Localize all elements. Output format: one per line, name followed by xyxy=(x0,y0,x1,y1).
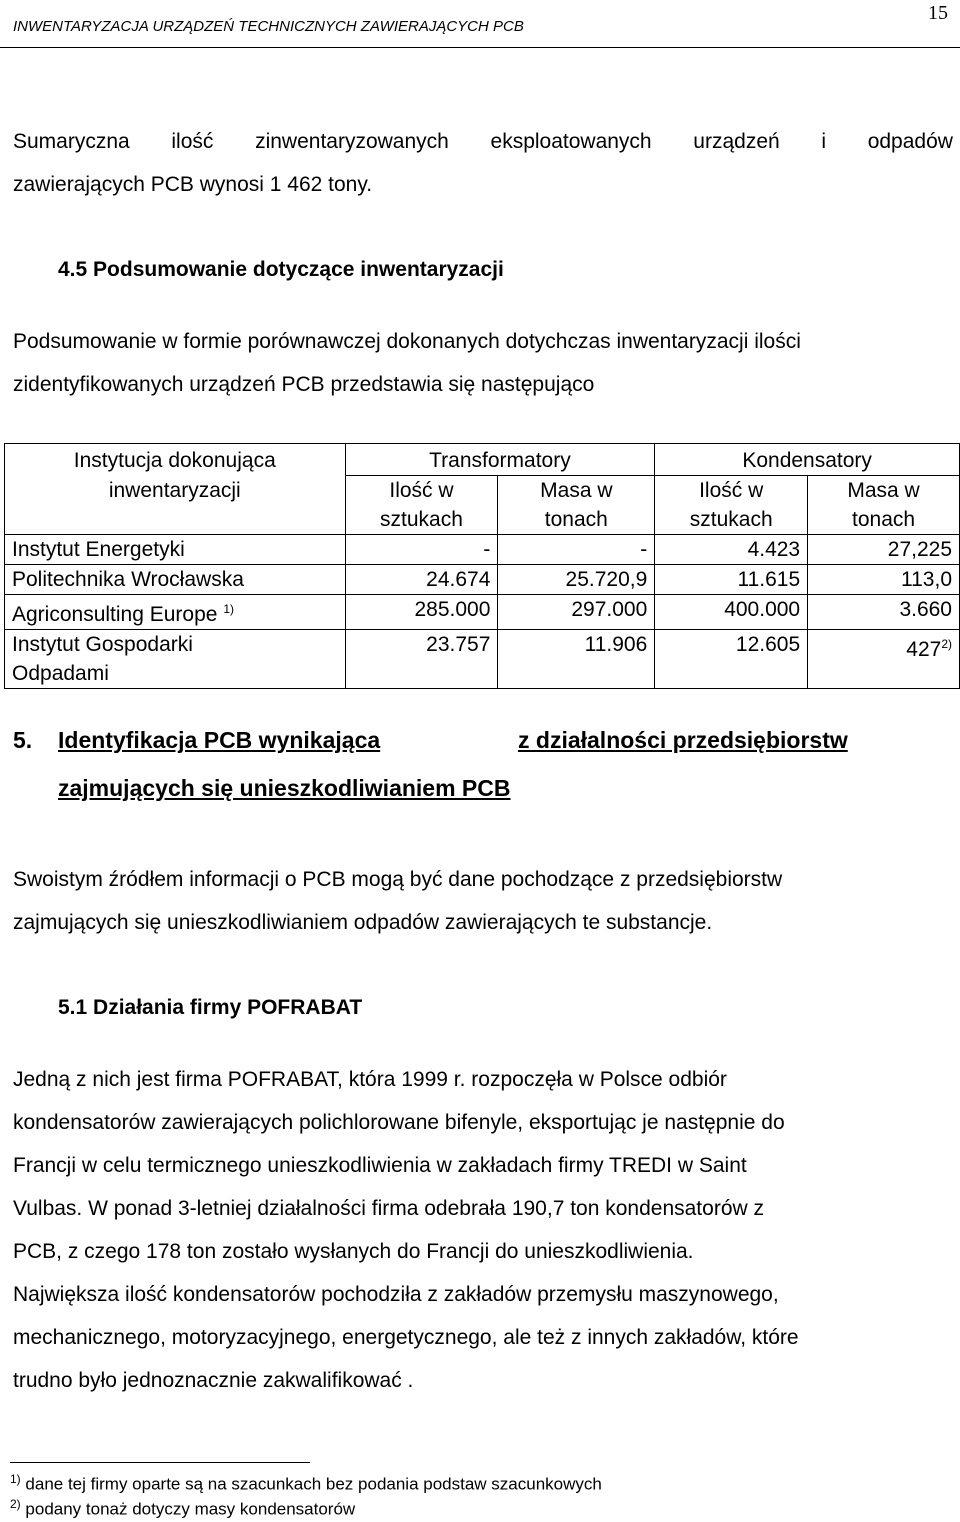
footnote-mark: 2) xyxy=(10,1497,21,1511)
transformers-mass: - xyxy=(498,535,655,565)
page-number: 15 xyxy=(928,2,948,24)
capacitors-header: Kondensatory xyxy=(655,444,960,476)
section-5-1-line: Francji w celu termicznego unieszkodliwienia w zakładach firmy TREDI w Saint xyxy=(13,1154,747,1177)
footnote-2 xyxy=(10,1497,355,1520)
institution-name: Agriconsulting Europe $^{1)}$ xyxy=(5,595,346,630)
institution-name: Politechnika Wrocławska xyxy=(5,565,346,595)
section-5-number: 5. xyxy=(13,727,33,753)
capacitors-count: 400.000 xyxy=(655,595,808,630)
footnote-text: podany tonaż dotyczy masy kondensatorów xyxy=(25,1499,356,1519)
section-4-5-para-line-2: zidentyfikowanych urządzeń PCB przedstawia się następująco xyxy=(13,373,595,396)
section-5-heading-part-2: z działalności przedsiębiorstw xyxy=(518,727,848,753)
footnote-ref: 1) xyxy=(223,602,234,616)
section-5-1-line: Jedną z nich jest firma POFRABAT, która 1999 r. rozpoczęła w Polsce odbiór xyxy=(13,1068,727,1091)
section-5-para-line-2: zajmujących się unieszkodliwianiem odpadów zawierających te substancje. xyxy=(13,911,713,934)
table-row xyxy=(5,630,960,689)
transformers-count: - xyxy=(345,535,498,565)
section-5-heading-part-1: Identyfikacja PCB wynikająca xyxy=(58,727,381,753)
transformers-count: 23.757 xyxy=(345,630,498,689)
intro-word: Sumaryczna xyxy=(13,130,130,153)
section-5-1-line: mechanicznego, motoryzacyjnego, energetycznego, ale też z innych zakładów, które xyxy=(13,1326,799,1349)
transformers-count: 24.674 xyxy=(345,565,498,595)
table-row xyxy=(5,565,960,595)
intro-line-1 xyxy=(13,130,953,154)
transformers-mass: 297.000 xyxy=(498,595,655,630)
section-5-1-heading: 5.1 Działania firmy POFRABAT xyxy=(58,996,363,1019)
transformers-header: Transformatory xyxy=(345,444,655,476)
capacitors-count-header: Ilość w sztukach xyxy=(655,476,808,535)
intro-line-2: zawierających PCB wynosi 1 462 tony. xyxy=(13,173,373,196)
section-5-1-line: kondensatorów zawierających polichlorowane bifenyle, eksportując je następnie do xyxy=(13,1111,785,1134)
capacitors-count: 11.615 xyxy=(655,565,808,595)
footnote-text: dane tej firmy oparte są na szacunkach bez podania podstaw szacunkowych xyxy=(25,1474,602,1494)
intro-word: odpadów xyxy=(867,130,953,153)
footnote-ref: 2) xyxy=(941,637,952,651)
intro-word: i xyxy=(821,130,827,153)
section-5-1-line: Vulbas. W ponad 3-letniej działalności firma odebrała 190,7 ton kondensatorów z xyxy=(13,1197,764,1220)
footnote-divider xyxy=(10,1462,310,1463)
table-header-row xyxy=(5,444,960,476)
capacitors-mass: 27,225 xyxy=(808,535,960,565)
capacitors-count: 4.423 xyxy=(655,535,808,565)
institution-name: Instytut Energetyki xyxy=(5,535,346,565)
section-5-para-line-1: Swoistym źródłem informacji o PCB mogą być dane pochodzące z przedsiębiorstw xyxy=(13,868,783,891)
transformers-count: 285.000 xyxy=(345,595,498,630)
inventory-summary-table xyxy=(4,443,960,689)
transformers-count-header: Ilość w sztukach xyxy=(345,476,498,535)
transformers-mass: 25.720,9 xyxy=(498,565,655,595)
footnote-1 xyxy=(10,1472,602,1495)
section-5-1-line: Największa ilość kondensatorów pochodziła z zakładów przemysłu maszynowego, xyxy=(13,1283,779,1306)
table-row xyxy=(5,595,960,630)
header-divider xyxy=(0,47,960,48)
capacitors-mass: 3.660 xyxy=(808,595,960,630)
institution-header-cont: inwentaryzacji xyxy=(5,476,346,535)
footnote-mark: 1) xyxy=(10,1472,21,1486)
running-title: INWENTARYZACJA URZĄDZEŃ TECHNICZNYCH ZAWIERAJĄCYCH PCB xyxy=(13,18,524,35)
section-5-1-line: trudno było jednoznacznie zakwalifikować . xyxy=(13,1369,414,1392)
capacitors-mass: 427$^{2)}$ xyxy=(808,630,960,689)
table-row xyxy=(5,535,960,565)
institution-header: Instytucja dokonująca xyxy=(5,444,346,476)
section-5-heading-line-2: zajmujących się unieszkodliwianiem PCB xyxy=(58,775,511,801)
capacitors-mass: 113,0 xyxy=(808,565,960,595)
institution-name: Instytut Gospodarki Odpadami xyxy=(5,630,346,689)
intro-word: zinwentaryzowanych xyxy=(255,130,449,153)
intro-word: urządzeń xyxy=(693,130,780,153)
transformers-mass: 11.906 xyxy=(498,630,655,689)
section-4-5-para-line-1: Podsumowanie w formie porównawczej dokonanych dotychczas inwentaryzacji ilości xyxy=(13,330,801,353)
intro-word: eksploatowanych xyxy=(490,130,652,153)
section-5-1-line: PCB, z czego 178 ton zostało wysłanych do Francji do unieszkodliwienia. xyxy=(13,1240,694,1263)
transformers-mass-header: Masa w tonach xyxy=(498,476,655,535)
section-4-5-heading: 4.5 Podsumowanie dotyczące inwentaryzacji xyxy=(58,258,504,281)
table-subheader-row xyxy=(5,476,960,535)
capacitors-count: 12.605 xyxy=(655,630,808,689)
capacitors-mass-header: Masa w tonach xyxy=(808,476,960,535)
intro-word: ilość xyxy=(171,130,214,153)
